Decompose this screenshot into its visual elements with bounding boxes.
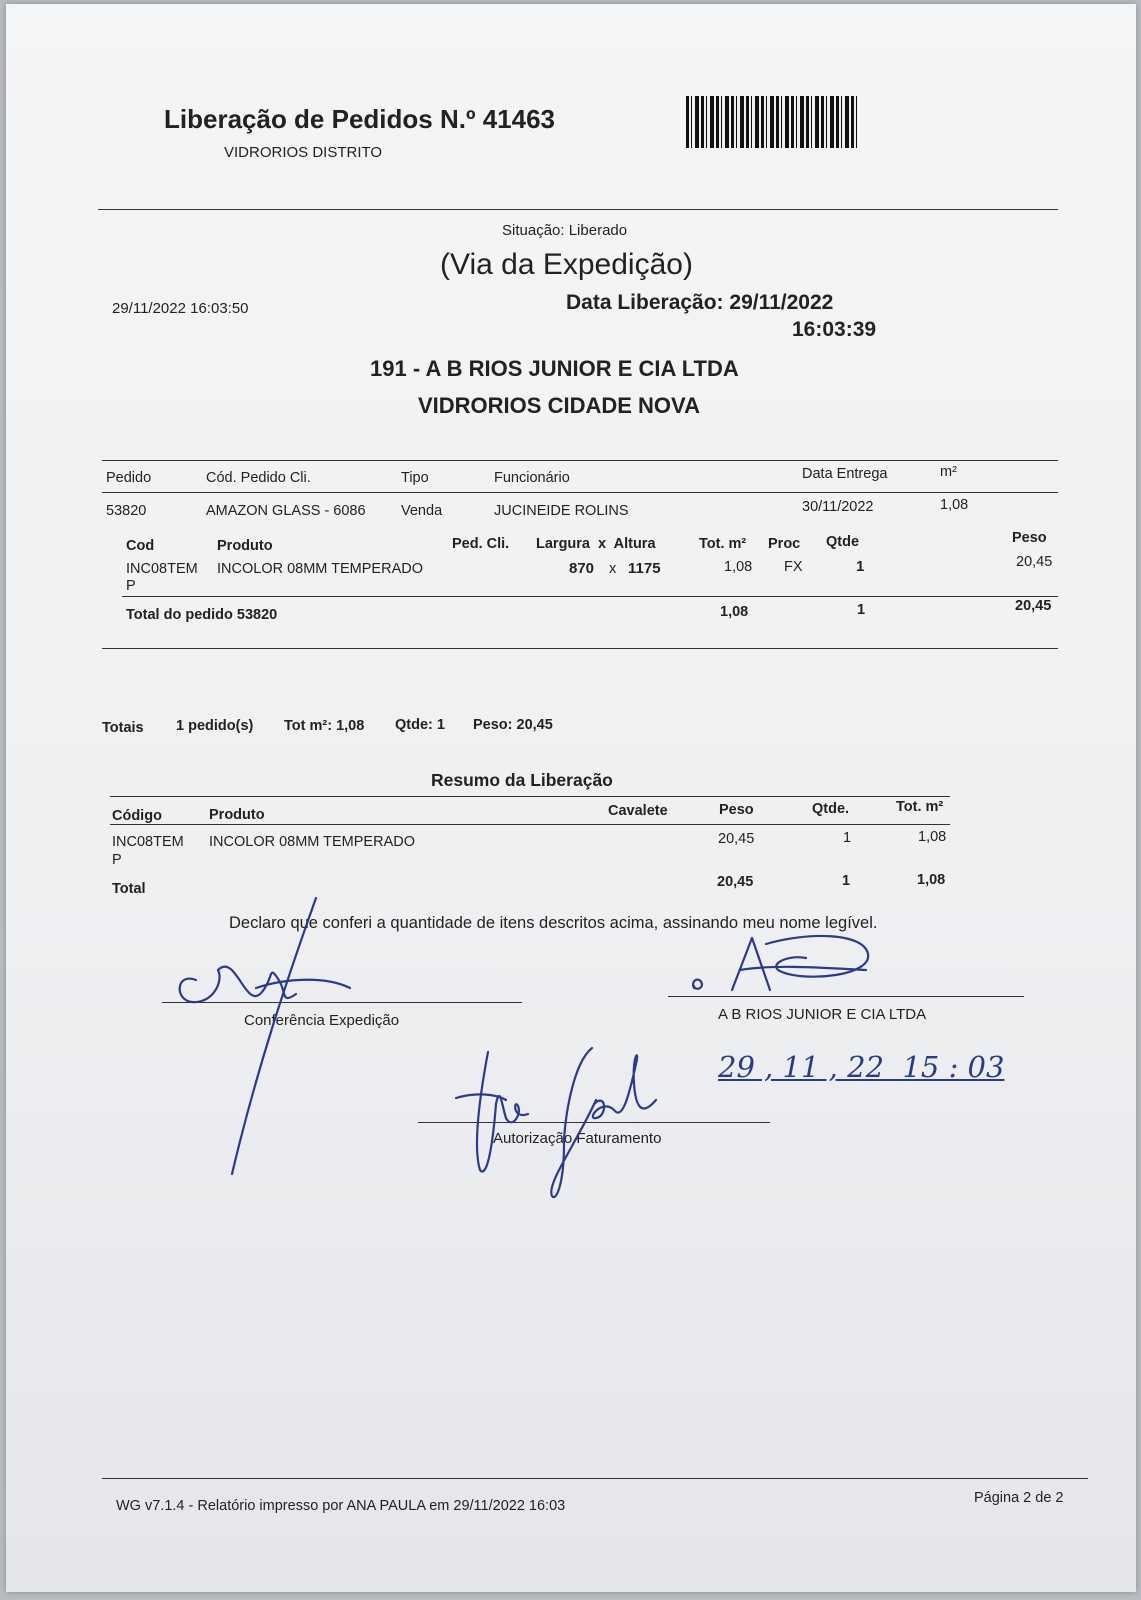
resumo-header-produto: Produto xyxy=(209,807,265,823)
resumo-peso: 20,45 xyxy=(718,831,755,847)
order-total-tot-m2: 1,08 xyxy=(720,604,749,620)
autorizacao-label: Autorização Faturamento xyxy=(493,1130,662,1147)
item-cod: INC08TEM xyxy=(126,561,198,577)
resumo-codigo-cont: P xyxy=(112,852,122,868)
totals-peso: Peso: 20,45 xyxy=(473,717,553,733)
divider xyxy=(110,796,950,797)
order-header-m2: m² xyxy=(940,464,957,480)
order-cell-tipo: Venda xyxy=(401,503,443,519)
data-liberacao: Data Liberação: 29/11/2022 xyxy=(566,291,834,314)
order-header-data-entrega: Data Entrega xyxy=(802,466,888,482)
order-header-tipo: Tipo xyxy=(401,470,429,486)
footer-page-number: Página 2 de 2 xyxy=(974,1490,1064,1506)
items-header-peso: Peso xyxy=(1012,530,1047,546)
declaration-text: Declaro que conferi a quantidade de itens descritos acima, assinando meu nome legível. xyxy=(229,914,878,932)
item-largura: 870 xyxy=(569,560,595,577)
resumo-title: Resumo da Liberação xyxy=(431,770,613,790)
resumo-codigo: INC08TEM xyxy=(112,834,184,850)
item-produto: INCOLOR 08MM TEMPERADO xyxy=(217,561,423,577)
items-header-tot-m2: Tot. m² xyxy=(699,536,747,552)
company-name: VIDRORIOS DISTRITO xyxy=(224,144,383,161)
signature-client xyxy=(686,924,886,1004)
data-liberacao-time: 16:03:39 xyxy=(792,318,877,341)
resumo-header-peso: Peso xyxy=(719,802,754,818)
via-title: (Via da Expedição) xyxy=(440,248,693,281)
barcode xyxy=(686,96,858,148)
item-x: x xyxy=(609,561,617,577)
client-name: 191 - A B RIOS JUNIOR E CIA LTDA xyxy=(370,356,739,381)
order-header-funcionario: Funcionário xyxy=(494,470,570,486)
order-cell-m2: 1,08 xyxy=(940,497,969,513)
items-header-cod: Cod xyxy=(126,538,155,554)
resumo-produto: INCOLOR 08MM TEMPERADO xyxy=(209,834,415,850)
resumo-tot-m2: 1,08 xyxy=(918,829,947,845)
divider xyxy=(98,209,1058,210)
document-sheet xyxy=(6,4,1136,1592)
situacao-text: Situação: Liberado xyxy=(502,222,628,239)
resumo-header-qtde: Qtde. xyxy=(812,801,850,817)
item-cod-cont: P xyxy=(126,578,136,594)
order-cell-cod-pedido-cli: AMAZON GLASS - 6086 xyxy=(206,503,366,519)
order-cell-data-entrega: 30/11/2022 xyxy=(802,499,874,515)
divider xyxy=(110,824,950,825)
items-header-qtde: Qtde xyxy=(826,534,860,550)
signature-conferencia xyxy=(156,892,366,1182)
order-total-label: Total do pedido 53820 xyxy=(126,607,278,623)
resumo-total-qtde: 1 xyxy=(842,873,851,889)
item-qtde: 1 xyxy=(856,558,865,575)
order-cell-funcionario: JUCINEIDE ROLINS xyxy=(494,503,629,519)
items-header-largura-altura: Largura x Altura xyxy=(536,536,656,552)
items-header-proc: Proc xyxy=(768,536,801,552)
order-total-peso: 20,45 xyxy=(1015,598,1052,614)
resumo-header-cavalete: Cavalete xyxy=(608,803,668,819)
resumo-qtde: 1 xyxy=(843,830,852,846)
totals-label: Totais xyxy=(102,720,144,736)
order-cell-pedido: 53820 xyxy=(106,503,147,519)
order-header-cod-pedido-cli: Cód. Pedido Cli. xyxy=(206,470,311,486)
divider xyxy=(102,460,1058,461)
totals-pedidos: 1 pedido(s) xyxy=(176,718,254,734)
footer-printed-by: WG v7.1.4 - Relatório impresso por ANA PAULA em 29/11/2022 16:03 xyxy=(116,1498,566,1514)
divider xyxy=(102,1478,1088,1479)
item-proc: FX xyxy=(784,559,803,575)
item-tot-m2: 1,08 xyxy=(724,559,753,575)
resumo-total-peso: 20,45 xyxy=(717,874,754,890)
totals-qtde: Qtde: 1 xyxy=(395,717,445,733)
resumo-header-tot-m2: Tot. m² xyxy=(896,799,944,815)
items-header-produto: Produto xyxy=(217,538,273,554)
document-title: Liberação de Pedidos N.º 41463 xyxy=(164,104,555,134)
item-peso: 20,45 xyxy=(1016,554,1053,570)
totals-tot-m2: Tot m²: 1,08 xyxy=(284,718,365,734)
resumo-total-label: Total xyxy=(112,881,146,897)
signature-autorizacao xyxy=(446,1044,676,1204)
divider xyxy=(102,648,1058,649)
divider xyxy=(122,596,1058,597)
resumo-total-tot-m2: 1,08 xyxy=(917,872,946,888)
order-header-pedido: Pedido xyxy=(106,470,152,486)
item-altura: 1175 xyxy=(628,560,661,577)
resumo-header-codigo: Código xyxy=(112,808,162,824)
print-datetime: 29/11/2022 16:03:50 xyxy=(112,300,249,317)
divider xyxy=(102,492,1058,493)
client-store: VIDRORIOS CIDADE NOVA xyxy=(418,393,700,418)
order-total-qtde: 1 xyxy=(857,602,866,618)
client-signature-label: A B RIOS JUNIOR E CIA LTDA xyxy=(718,1006,927,1023)
conferencia-label: Conferência Expedição xyxy=(244,1012,400,1029)
handwritten-date: 29 , 11 , 22 15 : 03 xyxy=(718,1050,1005,1084)
items-header-ped-cli: Ped. Cli. xyxy=(452,536,510,552)
